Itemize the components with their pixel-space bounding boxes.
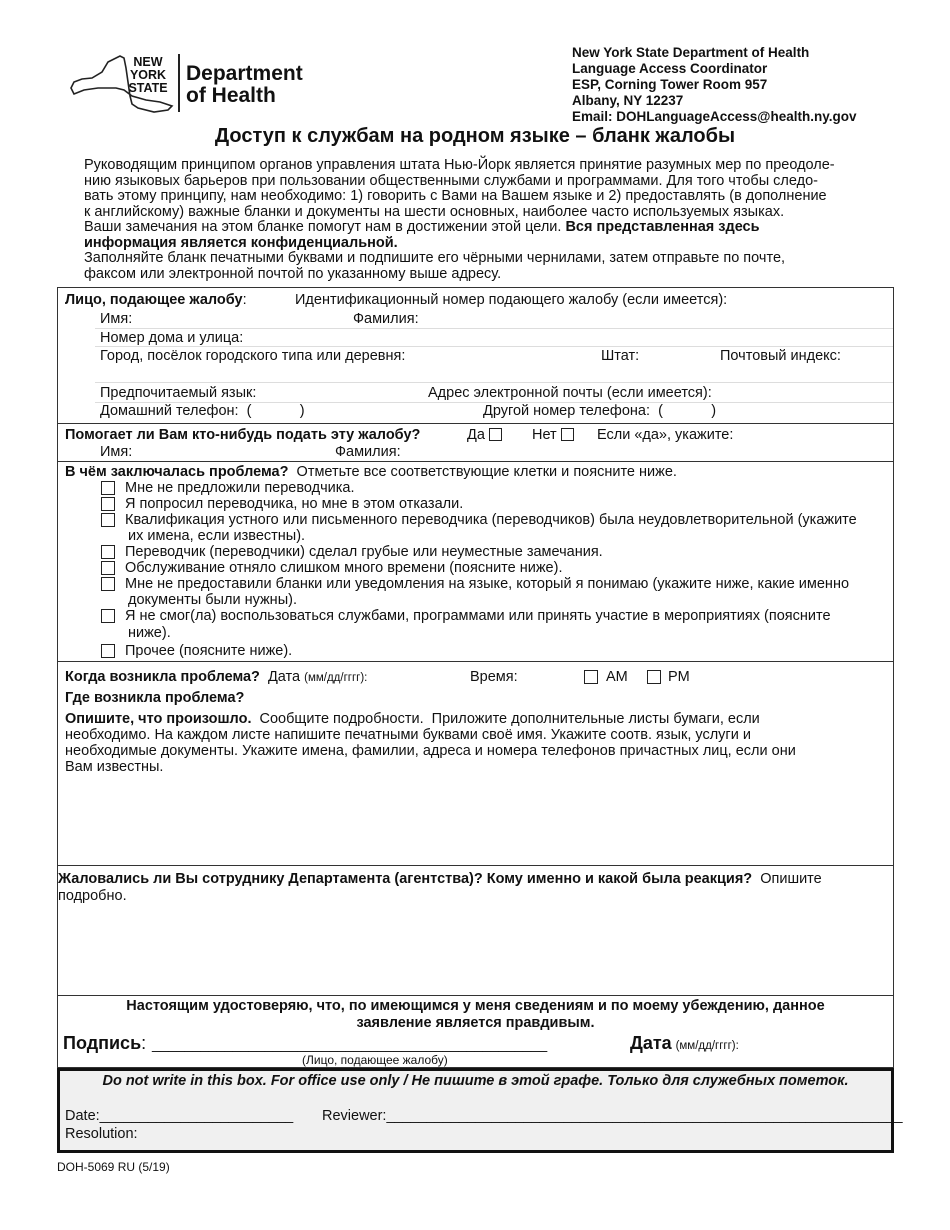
problem-checkbox-interpreter-refused[interactable] (101, 497, 115, 511)
date-label[interactable]: Дата (267, 669, 301, 685)
intro-text-span: Ваши замечания на этом бланке помогут нам в достижении этой цели. (84, 219, 566, 235)
problem-option-label: Мне не предоставили бланки или уведомления на языке, который я понимаю (укажите ниже, какие именно (125, 576, 850, 592)
other-phone-field[interactable]: Другой номер телефона: ( ) (483, 403, 717, 419)
form-code: DOH-5069 RU (5/19) (57, 1160, 170, 1174)
first-name-field[interactable]: Имя: (100, 311, 133, 327)
section-divider (57, 995, 894, 996)
helper-yes-option[interactable] (467, 427, 502, 443)
no-checkbox[interactable] (561, 428, 574, 441)
home-phone-field[interactable]: Домашний телефон: ( ) (100, 403, 305, 419)
problem-instruction: Отметьте все соответствующие клетки и поясните ниже. (296, 464, 677, 480)
am-label: AM (606, 669, 628, 685)
page-title: Доступ к службам на родном языке – бланк жалобы (214, 125, 736, 147)
certify-line: Настоящим удостоверяю, что, по имеющимся у меня сведениям и по моему убеждению, данное (126, 998, 825, 1014)
intro-line: вать этому принципу, нам необходимо: 1) говорить с Вами на Вашем языке и 2) предоставлять (в дополнение (84, 188, 827, 204)
describe-line: Сообщите подробности. Приложите дополнительные листы бумаги, если (251, 711, 760, 727)
row-rule (95, 328, 893, 329)
complained-text: подробно. (58, 888, 127, 904)
yes-checkbox[interactable] (489, 428, 502, 441)
intro-text (84, 158, 904, 282)
row-rule (95, 346, 893, 347)
section-divider (57, 461, 894, 462)
complained-text: Опишите (752, 871, 822, 887)
logo-new: NEW (133, 55, 163, 69)
logo-of-health: of Health (186, 84, 276, 107)
row-rule (95, 382, 893, 383)
reviewer-field[interactable]: Reviewer:________________________________________________________________ (322, 1108, 903, 1124)
intro-line (84, 220, 904, 236)
logo-state: STATE (128, 81, 168, 95)
problem-checkbox-qualification[interactable] (101, 513, 115, 527)
intro-line: к английскому) важные бланки и документы на шести основных, наиболее часто используемых языках. (84, 203, 785, 220)
certify-line: заявление является правдивым. (356, 1015, 595, 1031)
address-line: Language Access Coordinator (572, 61, 768, 76)
problem-checkbox-rude-remarks[interactable] (101, 545, 115, 559)
language-field[interactable]: Предпочитаемый язык: (100, 385, 257, 401)
pm-checkbox[interactable] (647, 670, 661, 684)
pm-label: PM (668, 669, 690, 685)
helper-surname-field[interactable]: Фамилия: (335, 444, 401, 460)
complainant-heading: Лицо, подающее жалобу (65, 292, 243, 308)
address-line: New York State Department of Health (572, 45, 810, 60)
certify-statement (57, 998, 894, 1032)
nys-logo (68, 52, 308, 116)
complained-heading: Жаловались ли Вы сотруднику Департамента (агентства)? Кому именно и какой была реакция? (58, 871, 753, 887)
state-field[interactable]: Штат: (601, 348, 640, 364)
problem-question: В чём заключалась проблема? (65, 464, 289, 480)
city-field[interactable]: Город, посёлок городского типа или деревня: (100, 348, 406, 364)
signature-date-label[interactable]: Дата (630, 1033, 672, 1053)
resolution-field[interactable]: Resolution: (65, 1126, 138, 1142)
problem-checkbox-too-long[interactable] (101, 561, 115, 575)
signature-label: Подпись (63, 1033, 142, 1053)
office-date-field[interactable]: Date:________________________ (65, 1108, 294, 1124)
problem-checkbox-no-services[interactable] (101, 609, 115, 623)
address-line: ESP, Corning Tower Room 957 (572, 77, 768, 92)
problem-checkbox-no-interpreter[interactable] (101, 481, 115, 495)
describe-line: необходимо. На каждом листе напишите печатными буквами своё имя. Укажите соотв. язык, услуги и (65, 727, 751, 743)
problem-option-label: их имена, если известны). (128, 528, 306, 544)
problem-checkbox-other[interactable] (101, 644, 115, 658)
when-question: Когда возникла проблема? (65, 669, 260, 685)
helper-question: Помогает ли Вам кто-нибудь подать эту жалобу? (65, 427, 421, 443)
am-checkbox[interactable] (584, 670, 598, 684)
intro-line: Руководящим принципом органов управления штата Нью-Йорк является принятие разумных мер по преодоле- (84, 157, 835, 173)
intro-line: Заполняйте бланк печатными буквами и подпишите его чёрными чернилами, затем отправьте по почте, (84, 250, 786, 266)
problem-option-label: Квалификация устного или письменного переводчика (переводчиков) была неудовлетворительной (укажите (125, 512, 857, 528)
helper-no-option[interactable] (532, 427, 574, 443)
no-label: Нет (532, 427, 557, 443)
section-divider (57, 865, 894, 866)
time-field[interactable]: Время: (470, 669, 518, 685)
section-divider (57, 423, 894, 424)
last-name-field[interactable]: Фамилия: (353, 311, 419, 327)
if-yes-label: Если «да», укажите: (597, 427, 734, 443)
problem-option-label: Переводчик (переводчики) сделал грубые или неуместные замечания. (125, 544, 603, 560)
signature-caption: (Лицо, подающее жалобу) (302, 1053, 448, 1067)
describe-text[interactable] (65, 711, 796, 775)
address-email[interactable]: Email: DOHLanguageAccess@health.ny.gov (572, 109, 857, 124)
intro-line: нию языковых барьеров при пользовании общественными службами и программами. Для того чтобы следо- (84, 172, 818, 189)
complained-question[interactable] (58, 871, 888, 905)
problem-option-label: Обслуживание отняло слишком много времени (поясните ниже). (125, 560, 563, 576)
section-divider (57, 661, 894, 662)
colon: : (141, 1033, 147, 1053)
address-line: Albany, NY 12237 (572, 93, 684, 108)
where-question[interactable]: Где возникла проблема? (65, 690, 245, 706)
problem-option-label: ниже). (128, 625, 171, 641)
describe-line: необходимые документы. Укажите имена, фамилии, адреса и номера телефонов причастных лиц, если они (65, 743, 796, 759)
logo-divider (178, 54, 180, 112)
office-notice: Do not write in this box. For office use only / Не пишите в этой графе. Только для служебных пометок. (102, 1073, 849, 1089)
colon: : (242, 292, 247, 308)
confidential-notice: информация является конфиденциальной. (84, 234, 398, 251)
signature-line[interactable]: _________________________________________________ (152, 1037, 548, 1053)
problem-option-label: Прочее (поясните ниже). (125, 643, 293, 659)
logo-department: Department (186, 62, 303, 85)
office-use-box (57, 1068, 903, 1153)
contact-address (572, 45, 856, 125)
problem-option-label: Я попросил переводчика, но мне в этом отказали. (125, 496, 464, 512)
problem-option-label: документы были нужны). (128, 592, 297, 608)
zip-field[interactable]: Почтовый индекс: (720, 348, 841, 364)
problem-checkbox-no-forms[interactable] (101, 577, 115, 591)
date-format-hint: (мм/дд/гггг): (304, 672, 368, 684)
confidential-notice: Вся представленная здесь (565, 219, 760, 235)
complainant-id-field[interactable]: Идентификационный номер подающего жалобу (если имеется): (295, 292, 728, 308)
intro-line: факсом или электронной почтой по указанному выше адресу. (84, 265, 502, 282)
yes-label: Да (467, 427, 485, 443)
problem-option-label: Мне не предложили переводчика. (125, 480, 355, 496)
helper-name-field[interactable]: Имя: (100, 444, 133, 460)
logo-york: YORK (129, 68, 167, 82)
date-format-hint: (мм/дд/гггг): (675, 1040, 739, 1052)
street-field[interactable]: Номер дома и улица: (100, 330, 244, 346)
describe-line: Вам известны. (65, 759, 164, 775)
email-field[interactable]: Адрес электронной почты (если имеется): (428, 385, 712, 401)
describe-heading: Опишите, что произошло. (65, 711, 252, 727)
problem-option-label: Я не смог(ла) воспользоваться службами, программами или принять участие в мероприятиях (поясните (125, 608, 831, 624)
